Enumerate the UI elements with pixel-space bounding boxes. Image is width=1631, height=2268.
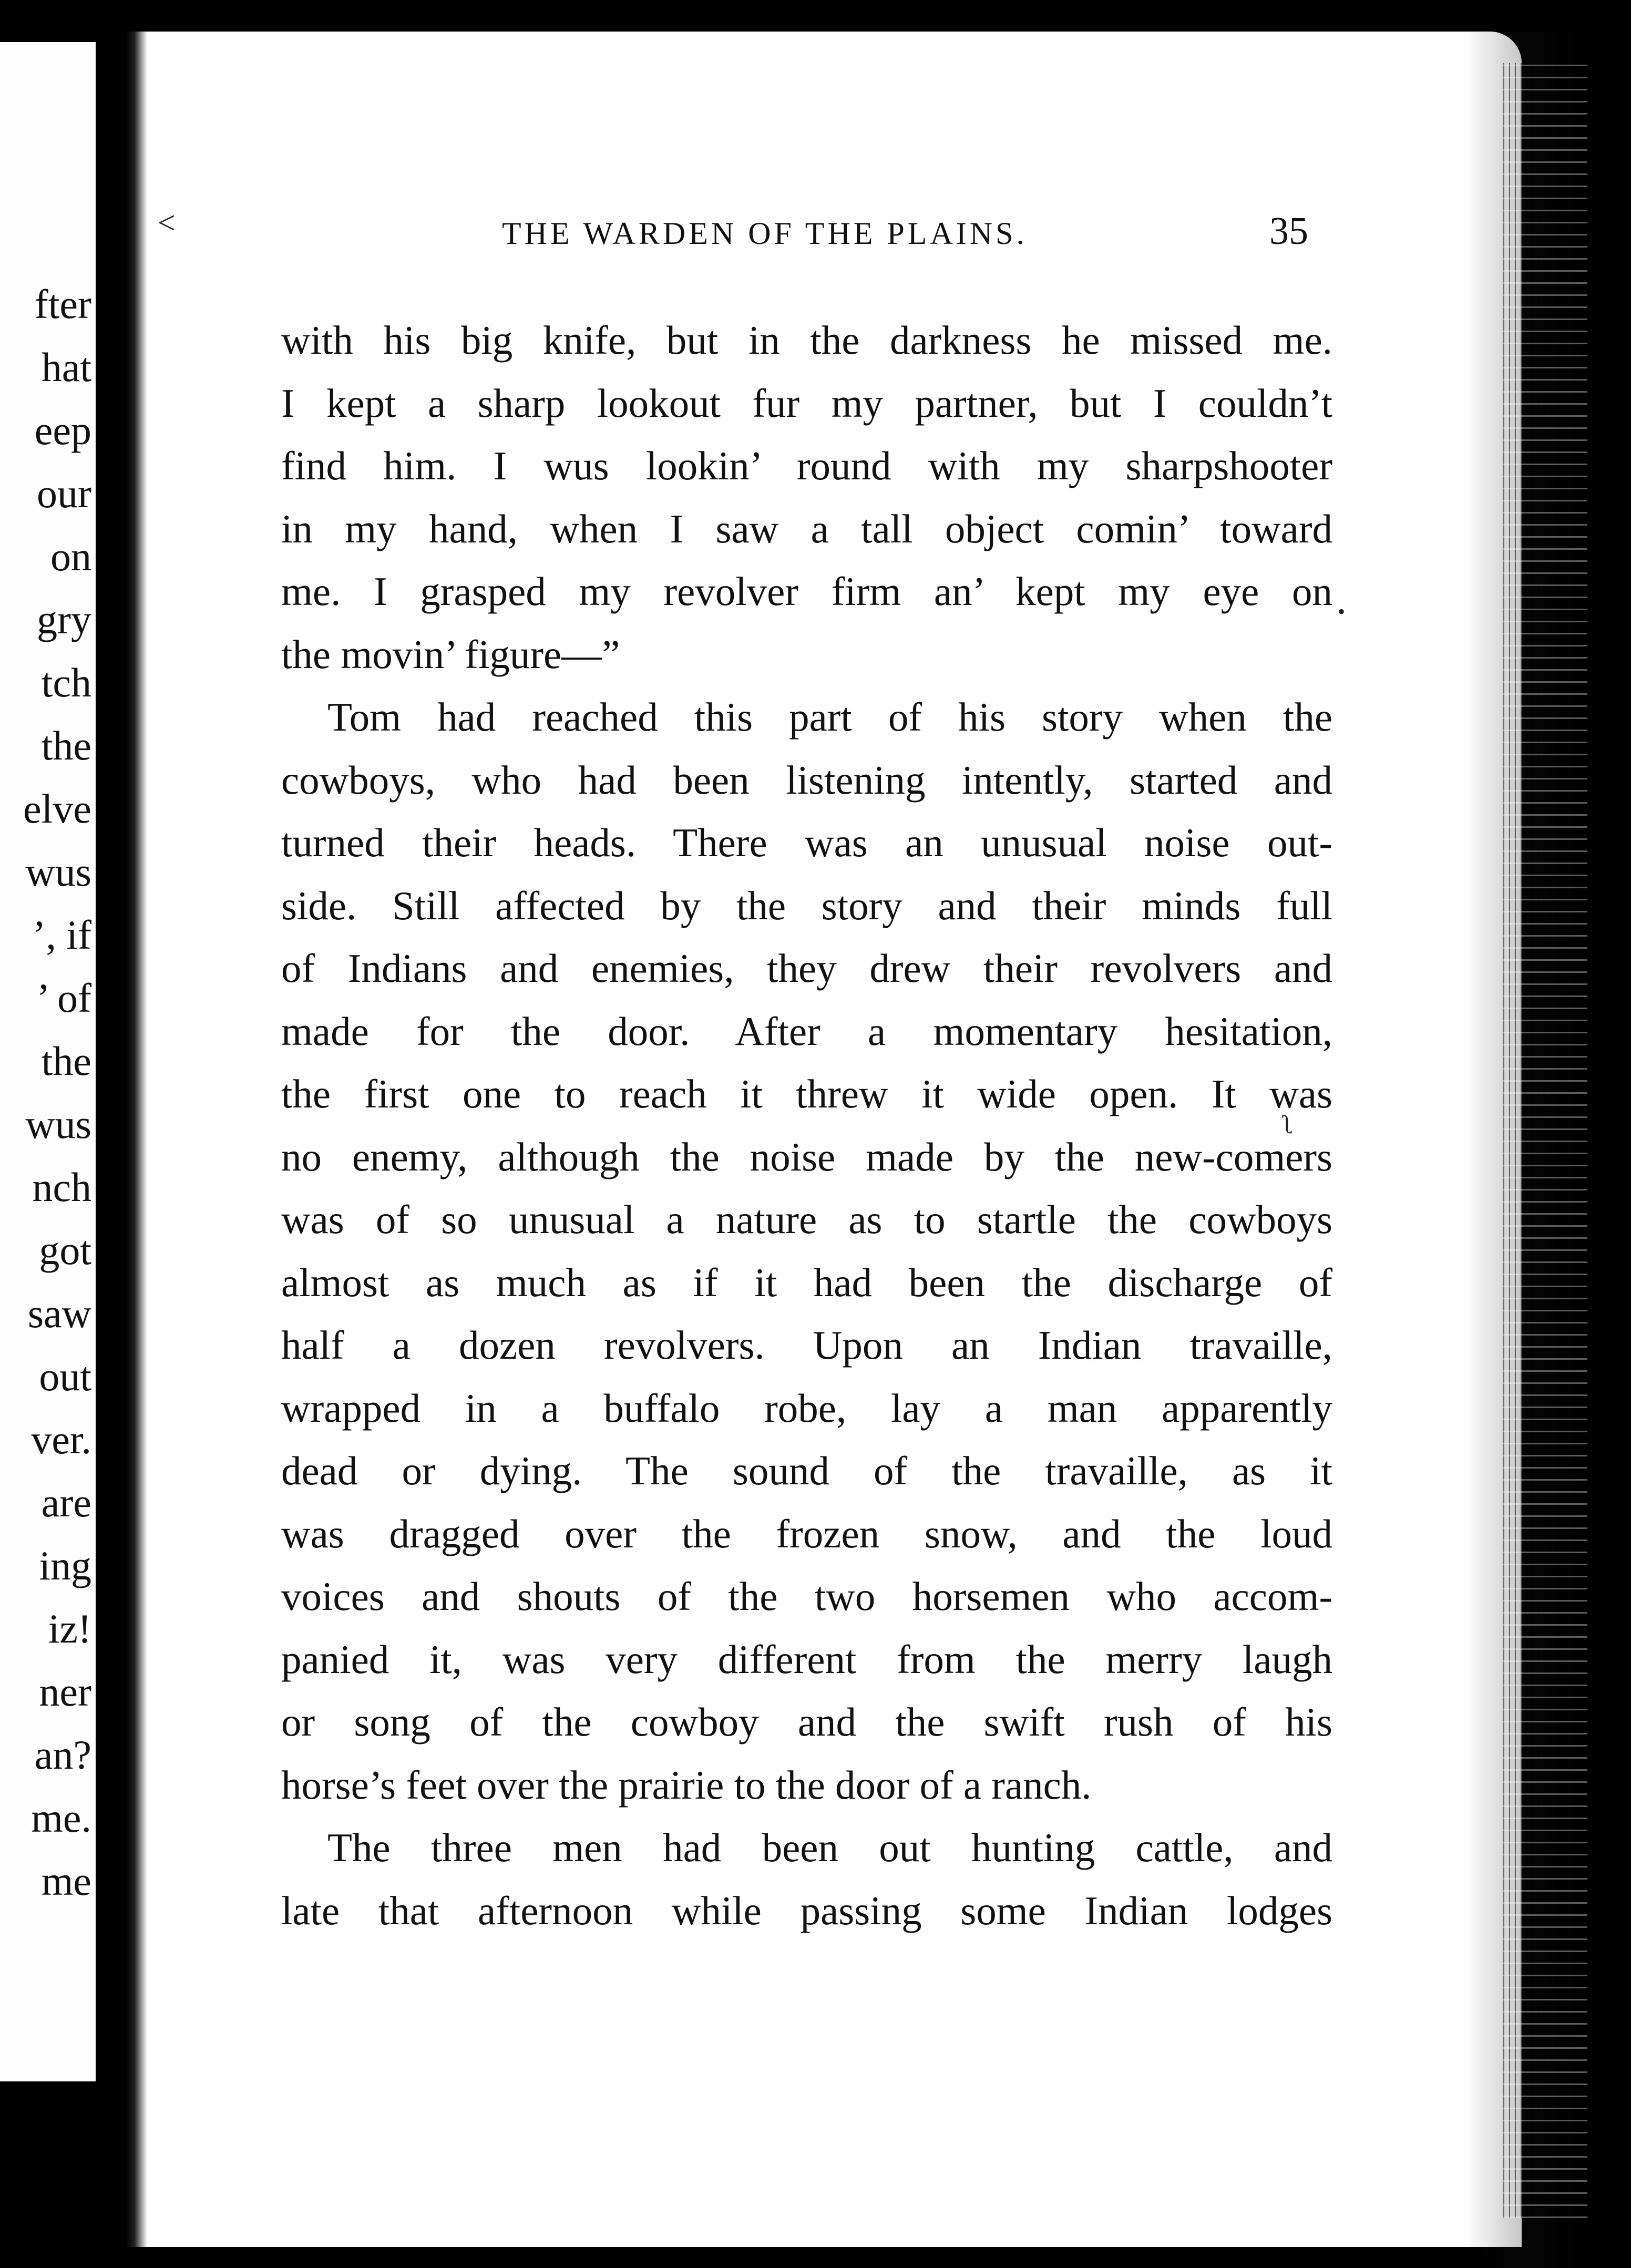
previous-page-fragment: wus	[25, 1101, 91, 1147]
text-line: I kept a sharp lookout fur my partner, but I couldn’t	[281, 380, 1332, 426]
previous-page-fragment: ver.	[31, 1417, 91, 1462]
ink-mark: ˂	[158, 206, 176, 240]
text-line: almost as much as if it had been the discharge of	[281, 1259, 1332, 1305]
previous-page-fragment: iz!	[48, 1606, 91, 1651]
text-line: Tom had reached this part of his story when the	[327, 694, 1332, 740]
previous-page-fragment: ner	[39, 1669, 91, 1715]
running-head: THE WARDEN OF THE PLAINS.	[502, 216, 1028, 251]
text-line: with his big knife, but in the darkness he missed me.	[281, 317, 1332, 363]
previous-page-fragment: the	[41, 723, 91, 768]
previous-page-fragment: out	[39, 1353, 91, 1399]
previous-page-fragment: nch	[32, 1164, 91, 1210]
text-line: made for the door. After a momentary hesitation,	[281, 1008, 1332, 1054]
previous-page-fragment: the	[41, 1038, 91, 1084]
ink-mark: ʅ	[1283, 1110, 1294, 1139]
previous-page-fragment: wus	[25, 849, 91, 895]
text-line: or song of the cowboy and the swift rush of his	[281, 1699, 1332, 1744]
page-gutter-shadow	[126, 32, 147, 2247]
text-line: turned their heads. There was an unusual noise out-	[281, 820, 1332, 865]
text-line: side. Still affected by the story and their minds full	[281, 882, 1332, 928]
previous-page-fragment: are	[41, 1480, 91, 1525]
previous-page-fragment: got	[39, 1227, 91, 1273]
previous-page-fragment: ’ of	[36, 975, 91, 1021]
text-line: in my hand, when I saw a tall object comin’ toward	[281, 506, 1332, 551]
text-line: panied it, was very different from the merry laugh	[281, 1636, 1332, 1682]
previous-page-fragment: an?	[34, 1732, 91, 1778]
previous-page-fragment: gry	[37, 597, 91, 642]
page-number: 35	[1269, 210, 1308, 253]
body-text	[281, 309, 1332, 1942]
text-line: the movin’ figure—”	[281, 631, 620, 677]
previous-page-fragment: me.	[31, 1795, 91, 1841]
text-line: dead or dying. The sound of the travaille, as it	[281, 1448, 1332, 1493]
previous-page-edge	[0, 42, 96, 2081]
text-line: the first one to reach it threw it wide open. It was	[281, 1071, 1332, 1116]
text-line: The three men had been out hunting cattle, and	[327, 1825, 1332, 1870]
previous-page-fragment: ’, if	[32, 912, 91, 958]
text-line: half a dozen revolvers. Upon an Indian travaille,	[281, 1322, 1332, 1368]
book-page	[134, 32, 1522, 2247]
page-edge-texture	[1503, 63, 1587, 2218]
previous-page-fragment: hat	[41, 344, 91, 390]
previous-page-fragment: our	[37, 470, 91, 516]
text-line: was of so unusual a nature as to startle the cowboys	[281, 1197, 1332, 1242]
previous-page-fragment: saw	[27, 1290, 91, 1336]
text-line: of Indians and enemies, they drew their revolvers and	[281, 946, 1332, 991]
text-line: was dragged over the frozen snow, and the loud	[281, 1511, 1332, 1556]
previous-page-fragment: fter	[34, 281, 91, 327]
text-line: voices and shouts of the two horsemen who accom-	[281, 1574, 1332, 1619]
text-line: wrapped in a buffalo robe, lay a man apparently	[281, 1385, 1332, 1431]
text-line: cowboys, who had been listening intently, started and	[281, 757, 1332, 803]
previous-page-fragment: tch	[41, 660, 91, 705]
text-line: me. I grasped my revolver firm an’ kept my eye on	[281, 569, 1332, 614]
text-line: late that afternoon while passing some Indian lodges	[281, 1887, 1332, 1933]
ink-mark: •	[1338, 600, 1346, 623]
text-line: find him. I wus lookin’ round with my sharpshooter	[281, 443, 1332, 488]
previous-page-fragment: elve	[23, 786, 91, 832]
previous-page-fragment: on	[50, 533, 91, 579]
text-line: no enemy, although the noise made by the new-comers	[281, 1134, 1332, 1179]
previous-page-fragment: ing	[39, 1543, 91, 1588]
text-line: horse’s feet over the prairie to the door of a ranch.	[281, 1762, 1092, 1808]
previous-page-fragment: eep	[34, 407, 91, 453]
previous-page-fragment: me	[41, 1858, 91, 1904]
